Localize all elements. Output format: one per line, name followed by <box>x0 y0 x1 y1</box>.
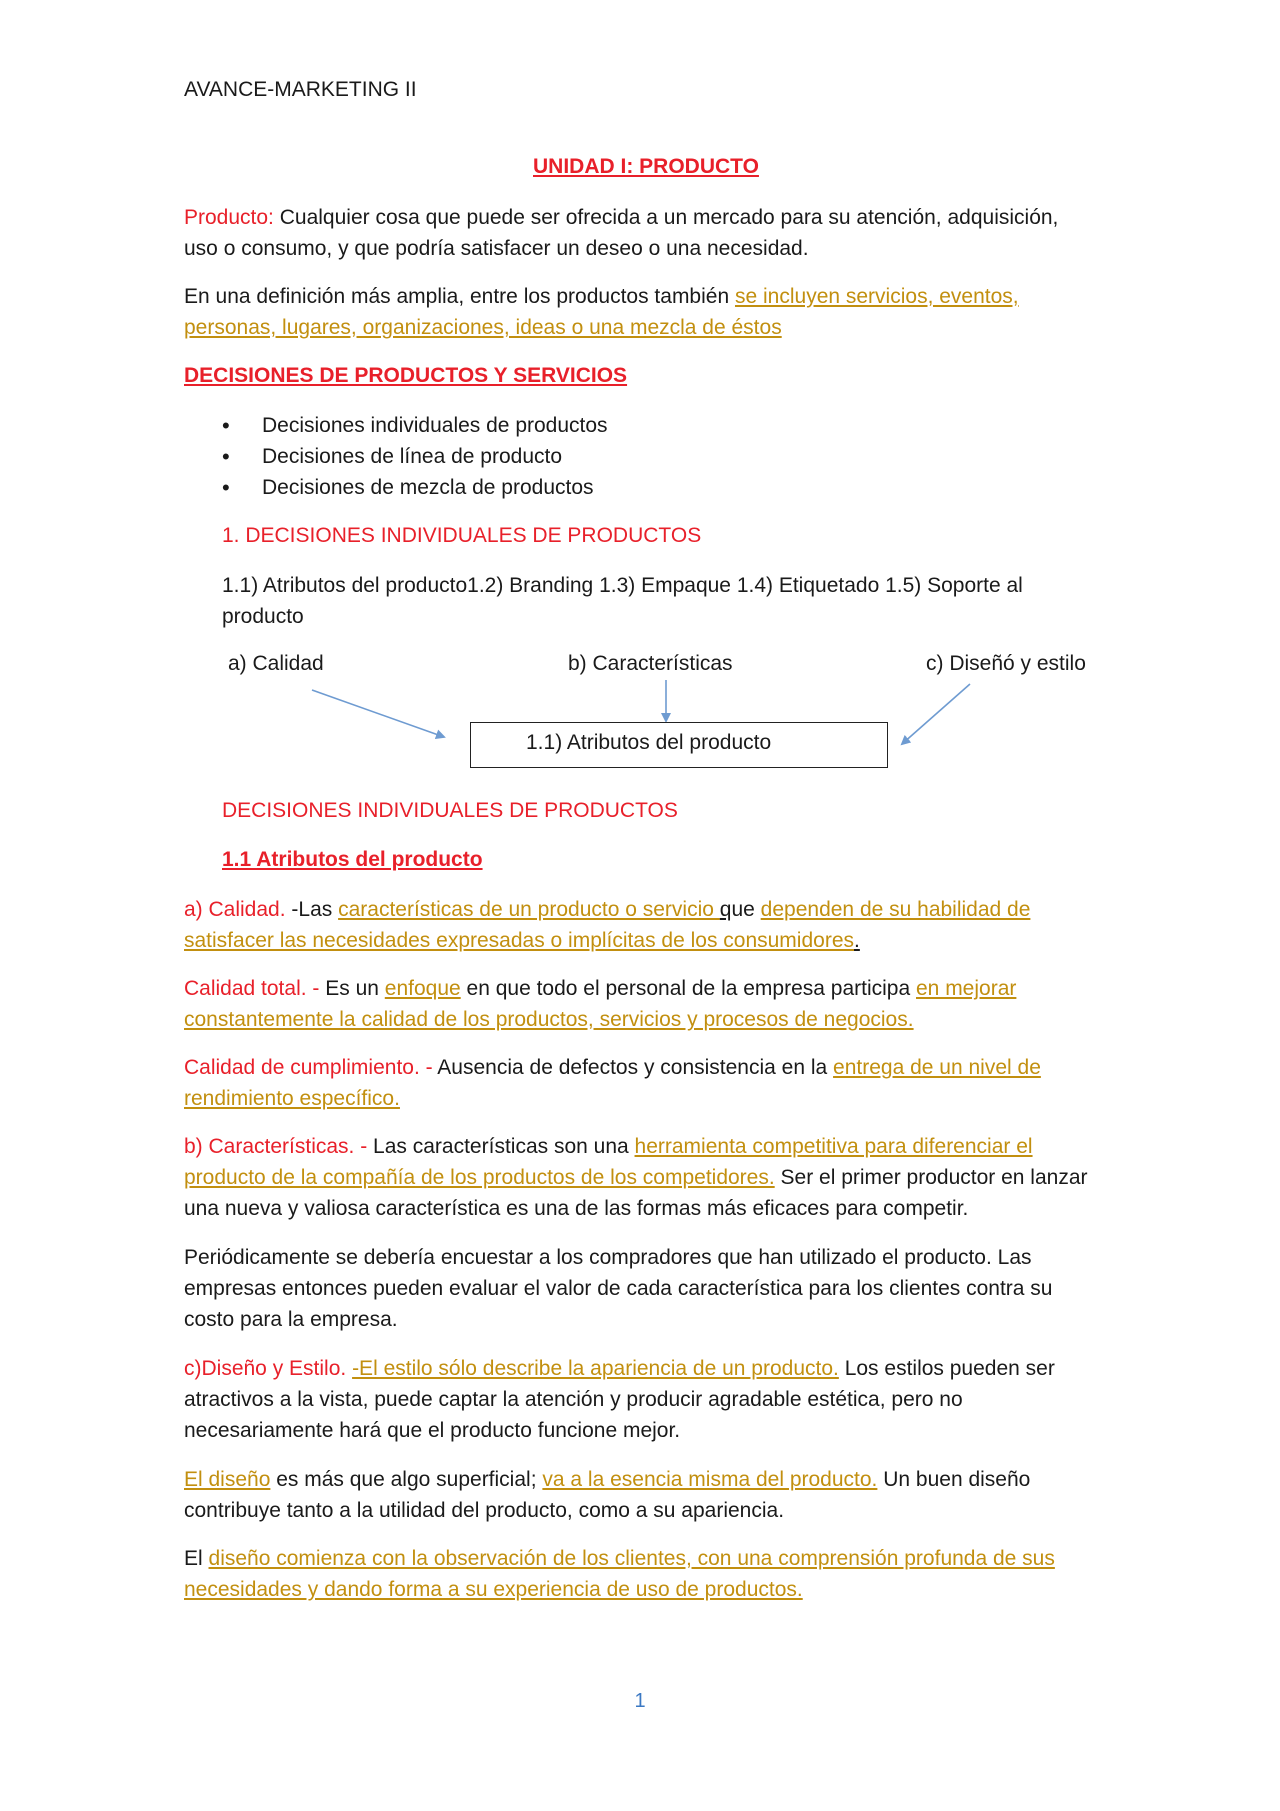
calidad-highlight-1: características de un producto o servicio <box>338 898 720 921</box>
calidad-text: -Las <box>285 898 339 921</box>
diseno3-text: El <box>184 1547 209 1570</box>
caracteristicas-text-2: Ser el primer productor en lanzar una nueva y valiosa característica es una de las formas más eficaces para competir. <box>184 1166 1088 1220</box>
calidad-text-ue: ue <box>731 898 755 921</box>
calidad-cumplimiento-highlight: entrega de un nivel de rendimiento específico. <box>184 1056 1041 1110</box>
diagram-label-diseno: c) Diseñó y estilo <box>926 652 1086 675</box>
list-item-label: Decisiones de línea de producto <box>262 445 563 468</box>
calidad-total-paragraph <box>184 973 1094 1035</box>
document-header: AVANCE-MARKETING II <box>184 78 417 101</box>
diseno2-highlight-1: El diseño <box>184 1468 271 1491</box>
arrow-calidad <box>312 690 444 737</box>
calidad-end: . <box>854 929 860 952</box>
caracteristicas-label: b) Características. - <box>184 1135 368 1158</box>
calidad-paragraph <box>184 894 1094 956</box>
broad-definition-highlight: se incluyen servicios, eventos, personas, lugares, organizaciones, ideas o una mezcla de éstos <box>184 285 1019 339</box>
section2-subheading: 1.1 Atributos del producto <box>222 848 483 871</box>
diseno-label: c)Diseño y Estilo. <box>184 1357 347 1380</box>
diseno-paragraph <box>184 1353 1094 1446</box>
diagram-label-calidad: a) Calidad <box>228 652 324 675</box>
calidad-cumplimiento-text: Ausencia de defectos y consistencia en la <box>432 1056 834 1079</box>
diseno2-text-2: Un buen diseño contribuye tanto a la utilidad del producto, como a su apariencia. <box>184 1468 1031 1522</box>
diseno2-paragraph <box>184 1464 1094 1526</box>
diseno3-paragraph <box>184 1543 1094 1605</box>
calidad-highlight-2: dependen de su habilidad de satisfacer las necesidades expresadas o implícitas de los consumidores <box>184 898 1031 952</box>
producto-label: Producto: <box>184 206 274 229</box>
calidad-total-highlight-1: enfoque <box>384 977 461 1000</box>
section2-heading: DECISIONES INDIVIDUALES DE PRODUCTOS <box>222 799 678 822</box>
bullet-icon: • <box>222 475 230 500</box>
producto-text: Cualquier cosa que puede ser ofrecida a un mercado para su atención, adquisición, uso o consumo, y que podría satisfacer un deseo o una necesidad. <box>184 206 1059 260</box>
diseno-text: Los estilos pueden ser atractivos a la vista, puede captar la atención y producir agradable estética, pero no necesariamente hará que el producto funcione mejor. <box>184 1357 1055 1442</box>
unit-title: UNIDAD I: PRODUCTO <box>533 155 759 178</box>
caracteristicas-paragraph <box>184 1131 1094 1224</box>
diseno-highlight: -El estilo sólo describe la apariencia de un producto. <box>352 1357 839 1380</box>
arrow-diseno <box>902 684 970 744</box>
bullet-icon: • <box>222 413 230 438</box>
calidad-cumplimiento-paragraph <box>184 1052 1094 1114</box>
caracteristicas-text-1: Las características son una <box>367 1135 635 1158</box>
diseno3-highlight: diseño comienza con la observación de los clientes, con una comprensión profunda de sus necesidades y dando forma a su experiencia de uso de productos. <box>184 1547 1055 1601</box>
caracteristicas-highlight: herramienta competitiva para diferenciar el producto de la compañía de los productos de los competidores. <box>184 1135 1033 1189</box>
list-item-label: Decisiones individuales de productos <box>262 414 608 437</box>
calidad-label: a) Calidad. <box>184 898 286 921</box>
calidad-total-label: Calidad total. - <box>184 977 320 1000</box>
decisiones-heading: DECISIONES DE PRODUCTOS Y SERVICIOS <box>184 364 628 387</box>
calidad-total-highlight-2: en mejorar constantemente la calidad de los productos, servicios y procesos de negocios. <box>184 977 1017 1031</box>
atributos-box <box>470 722 888 768</box>
diseno2-text-1: es más que algo superficial; <box>270 1468 543 1491</box>
diseno2-highlight-2: va a la esencia misma del producto. <box>542 1468 878 1491</box>
broad-definition-text: En una definición más amplia, entre los productos también <box>184 285 735 308</box>
section1-heading: 1. DECISIONES INDIVIDUALES DE PRODUCTOS <box>222 524 702 547</box>
calidad-total-text-2: en que todo el personal de la empresa participa <box>460 977 916 1000</box>
calidad-text-q: q <box>719 898 732 921</box>
bullet-icon: • <box>222 444 230 469</box>
section1-subitems: 1.1) Atributos del producto1.2) Branding 1.3) Empaque 1.4) Etiquetado 1.5) Soporte al producto <box>222 574 1023 628</box>
diagram-label-caracteristicas: b) Características <box>568 652 733 675</box>
calidad-total-text-1: Es un <box>319 977 385 1000</box>
page-number: 1 <box>634 1690 646 1712</box>
list-item-label: Decisiones de mezcla de productos <box>262 476 594 499</box>
periodicamente-paragraph: Periódicamente se debería encuestar a los compradores que han utilizado el producto. Las empresas entonces pueden evaluar el valor de cada característica para los clientes contra su costo para la empresa. <box>184 1246 1053 1331</box>
atributos-box-label: 1.1) Atributos del producto <box>526 731 772 754</box>
calidad-cumplimiento-label: Calidad de cumplimiento. - <box>184 1056 433 1079</box>
